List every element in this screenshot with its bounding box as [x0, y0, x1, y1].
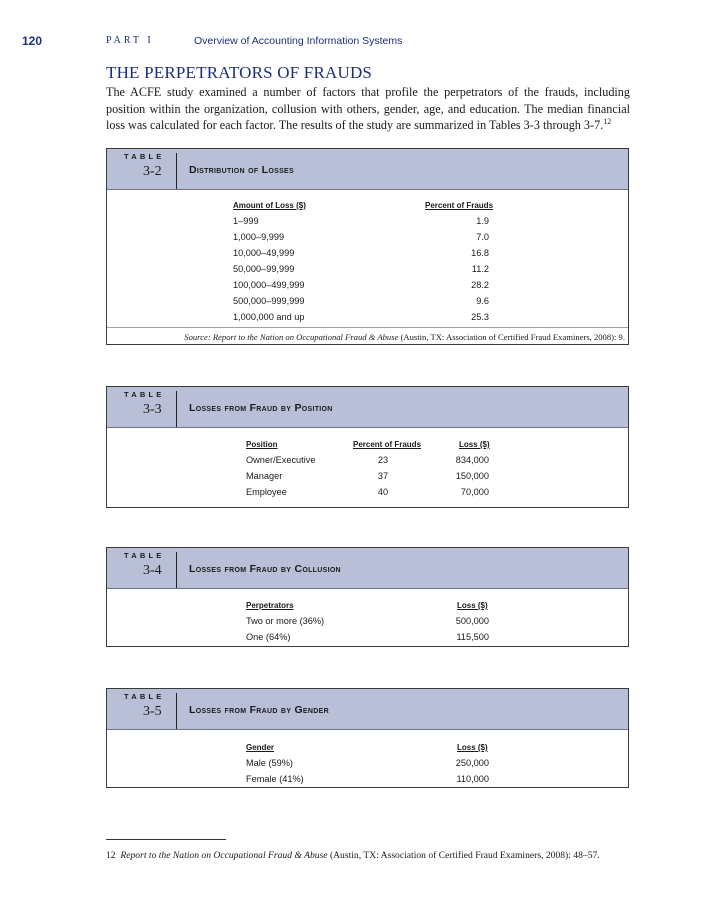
footnote	[106, 850, 600, 861]
table-cell: 10,000–49,999	[233, 248, 295, 258]
column-header: Loss ($)	[457, 743, 488, 752]
source-detail: (Austin, TX: Association of Certified Fraud Examiners, 2008): 9.	[400, 332, 625, 342]
part-title: Overview of Accounting Information Systems	[194, 35, 403, 47]
table-cell: 37	[377, 471, 389, 481]
table-label: TABLE	[124, 390, 165, 399]
table-cell: 500,000–999,999	[233, 296, 305, 306]
table-cell: 1.9	[476, 216, 489, 226]
table-cell: One (64%)	[246, 632, 291, 642]
column-header: Amount of Loss ($)	[233, 201, 306, 210]
source-divider	[107, 327, 628, 328]
table-cell: 23	[377, 455, 389, 465]
footnote-number: 12	[106, 850, 116, 861]
table-3-2	[106, 148, 629, 345]
page-number: 120	[22, 34, 43, 48]
column-header: Gender	[246, 743, 275, 752]
table-cell: 1,000–9,999	[233, 232, 285, 242]
table-label-divider	[176, 391, 177, 427]
table-cell: 115,500	[456, 632, 489, 642]
table-header-band	[107, 548, 628, 589]
table-cell: Two or more (36%)	[246, 616, 325, 626]
table-cell: 250,000	[455, 758, 489, 768]
table-number: 3-3	[143, 402, 162, 417]
table-cell: 1,000,000 and up	[233, 312, 305, 322]
table-number: 3-2	[143, 164, 162, 179]
intro-text: The ACFE study examined a number of factors that profile the perpetrators of the frauds, including position within the organization, collusion with others, gender, age, and education. The median financial loss was calculated for each factor. The results of the study are summarized in Tables 3-3 through 3-7.	[106, 85, 630, 132]
source-prefix: Source:	[184, 332, 211, 342]
column-header: Percent of Frauds	[353, 440, 422, 449]
table-label-divider	[176, 153, 177, 189]
table-cell: Manager	[246, 471, 283, 481]
table-cell: 40	[377, 487, 389, 497]
table-cell: Female (41%)	[246, 774, 304, 784]
table-cell: 11.2	[471, 264, 489, 274]
table-label: TABLE	[124, 551, 165, 560]
table-number: 3-4	[143, 563, 162, 578]
table-3-3	[106, 386, 629, 508]
table-cell: 16.8	[471, 248, 489, 258]
table-cell: 9.6	[476, 296, 489, 306]
footnote-title: Report to the Nation on Occupational Fraud & Abuse	[120, 850, 328, 861]
footnote-reference: 12	[603, 116, 612, 126]
table-header-band	[107, 149, 628, 190]
column-header: Loss ($)	[457, 601, 488, 610]
table-title: Distribution of Losses	[189, 164, 294, 176]
table-title: Losses from Fraud by Collusion	[189, 563, 341, 575]
table-cell: 110,000	[456, 774, 489, 784]
table-cell: 25.3	[471, 312, 489, 322]
table-cell: 50,000–99,999	[233, 264, 295, 274]
table-cell: 150,000	[455, 471, 489, 481]
table-cell: 7.0	[476, 232, 489, 242]
table-cell: 834,000	[455, 455, 489, 465]
table-title: Losses from Fraud by Gender	[189, 704, 329, 716]
column-header: Loss ($)	[459, 440, 490, 449]
column-header: Perpetrators	[246, 601, 294, 610]
table-3-5	[106, 688, 629, 788]
source-title: Report to the Nation on Occupational Fraud & Abuse	[212, 332, 399, 342]
table-source	[184, 332, 625, 342]
table-label-divider	[176, 552, 177, 588]
table-cell: 1–999	[233, 216, 259, 226]
intro-paragraph	[106, 84, 630, 134]
part-label: PART I	[106, 35, 154, 46]
table-cell: 70,000	[460, 487, 489, 497]
table-label-divider	[176, 693, 177, 729]
table-label: TABLE	[124, 152, 165, 161]
table-3-4	[106, 547, 629, 647]
table-cell: 500,000	[455, 616, 489, 626]
table-label: TABLE	[124, 692, 165, 701]
column-header: Position	[246, 440, 278, 449]
table-cell: Male (59%)	[246, 758, 293, 768]
table-cell: Employee	[246, 487, 287, 497]
table-header-band	[107, 689, 628, 730]
table-title: Losses from Fraud by Position	[189, 402, 333, 414]
section-heading: THE PERPETRATORS OF FRAUDS	[106, 63, 373, 82]
footnote-divider	[106, 839, 226, 840]
table-cell: 100,000–499,999	[233, 280, 305, 290]
table-number: 3-5	[143, 704, 162, 719]
column-header: Percent of Frauds	[425, 201, 494, 210]
table-cell: Owner/Executive	[246, 455, 316, 465]
table-cell: 28.2	[471, 280, 489, 290]
footnote-detail: (Austin, TX: Association of Certified Fraud Examiners, 2008): 48–57.	[329, 850, 600, 861]
table-header-band	[107, 387, 628, 428]
